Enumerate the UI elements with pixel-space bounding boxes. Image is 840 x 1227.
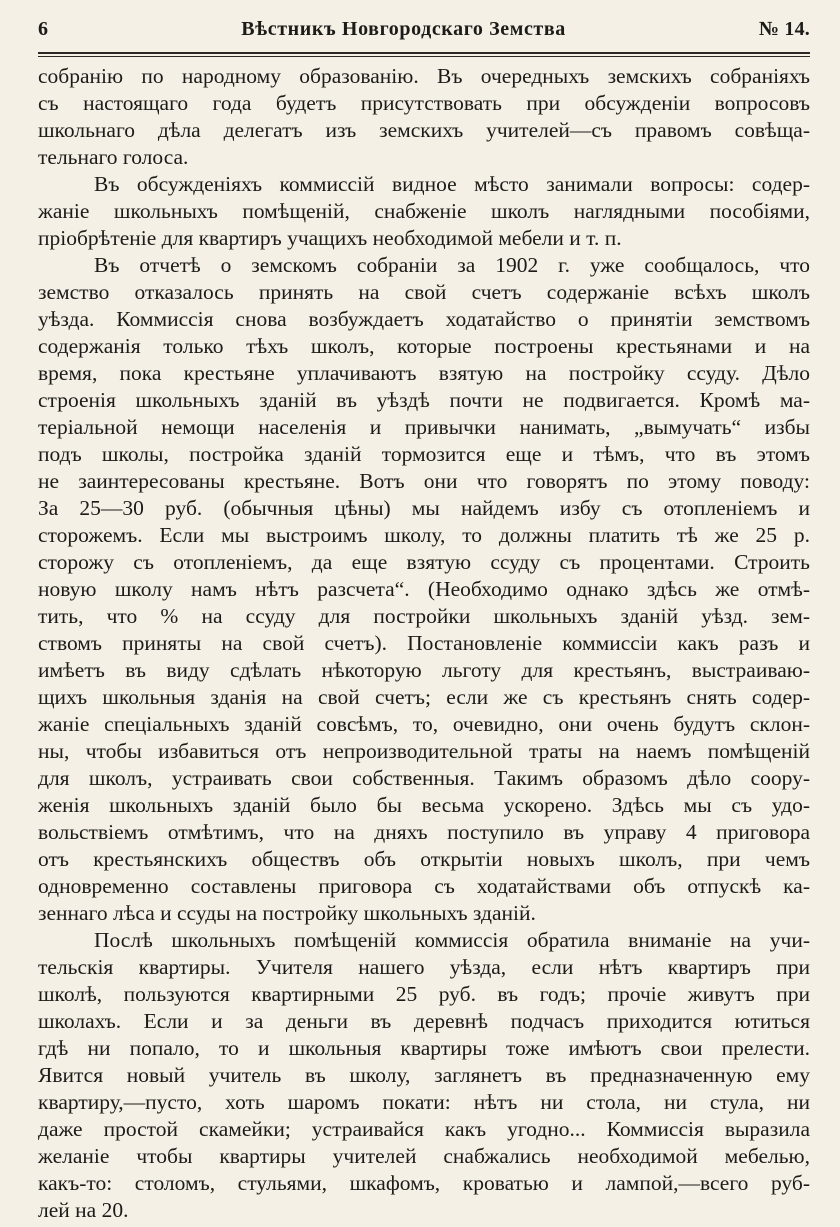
text-line: квартиру,—пусто, хоть шаромъ покати: нѣтъ ни стола, ни стула, ни bbox=[38, 1090, 810, 1114]
text-line: школахъ. Если и за деньги въ деревнѣ подчасъ приходится ютиться bbox=[38, 1009, 810, 1033]
text-line: школьнаго дѣла делегатъ изъ земскихъ учителей—съ правомъ совѣща- bbox=[38, 118, 810, 142]
text-line: тельскія квартиры. Учителя нашего уѣзда, если нѣтъ квартиръ при bbox=[38, 955, 810, 979]
text-line: Послѣ школьныхъ помѣщеній коммиссія обратила вниманіе на учи- bbox=[94, 928, 810, 952]
text-line: содержанія только тѣхъ школъ, которые построены крестьянами и на bbox=[38, 334, 810, 358]
text-line: отъ крестьянскихъ обществъ объ открытіи новыхъ школъ, при чемъ bbox=[38, 847, 810, 871]
text-line: школѣ, пользуются квартирными 25 руб. въ годъ; прочіе живутъ при bbox=[38, 982, 810, 1006]
text-line: жаніе спеціальныхъ зданій совсѣмъ, то, очевидно, они очень будутъ склон- bbox=[38, 712, 810, 736]
text-line: зеннаго лѣса и ссуды на постройку школьныхъ зданій. bbox=[38, 901, 536, 925]
text-line: вольствіемъ отмѣтимъ, что на дняхъ поступило въ управу 4 приговора bbox=[38, 820, 810, 844]
text-line: Въ отчетѣ о земскомъ собраніи за 1902 г. уже сообщалось, что bbox=[94, 253, 810, 277]
text-line: для школъ, устраивать свои собственныя. Такимъ образомъ дѣло соору- bbox=[38, 766, 810, 790]
running-header bbox=[38, 18, 810, 52]
text-line: пріобрѣтеніе для квартиръ учащихъ необходимой мебели и т. п. bbox=[38, 226, 622, 250]
text-line: новую школу намъ нѣтъ разсчета“. (Необходимо однако здѣсь же отмѣ- bbox=[38, 577, 810, 601]
text-line: щихъ школьныя зданія на свой счетъ; если же съ крестьянъ снять содер- bbox=[38, 685, 810, 709]
text-line: имѣетъ въ виду сдѣлать нѣкоторую льготу для крестьянъ, выстраиваю- bbox=[38, 658, 810, 682]
page-number: 6 bbox=[38, 18, 49, 40]
text-line: какъ-то: столомъ, стульями, шкафомъ, кроватью и лампой,—всего руб- bbox=[38, 1171, 810, 1195]
header-rule bbox=[38, 52, 810, 57]
text-line: уѣзда. Коммиссія снова возбуждаетъ ходатайство о принятіи земствомъ bbox=[38, 307, 810, 331]
text-line: строенія школьныхъ зданій въ уѣздѣ почти не подвигается. Кромѣ ма- bbox=[38, 388, 810, 412]
text-line: Въ обсужденіяхъ коммиссій видное мѣсто занимали вопросы: содер- bbox=[94, 172, 810, 196]
text-line: съ настоящаго года будетъ присутствовать при обсужденіи вопросовъ bbox=[38, 91, 810, 115]
text-line: одновременно составлены приговора съ ходатайствами объ отпускѣ ка- bbox=[38, 874, 810, 898]
text-line: земство отказалось принять на свой счетъ содержаніе всѣхъ школъ bbox=[38, 280, 810, 304]
text-line: сторожемъ. Если мы выстроимъ школу, то должны платить тѣ же 25 р. bbox=[38, 523, 810, 547]
text-line: гдѣ ни попало, то и школьныя квартиры тоже имѣютъ свои прелести. bbox=[38, 1036, 810, 1060]
text-line: время, пока крестьяне уплачиваютъ взятую на постройку ссуду. Дѣло bbox=[38, 361, 810, 385]
text-line: собранію по народному образованію. Въ очередныхъ земскихъ собраніяхъ bbox=[38, 64, 810, 88]
text-line: ны, чтобы избавиться отъ непроизводительной траты на наемъ помѣщеній bbox=[38, 739, 810, 763]
text-line: даже простой скамейки; устраивайся какъ угодно... Коммиссія выразила bbox=[38, 1117, 810, 1141]
text-line: сторожу съ отопленіемъ, да еще взятую ссуду съ процентами. Строить bbox=[38, 550, 810, 574]
journal-title: Вѣстникъ Новгородскаго Земства bbox=[241, 18, 566, 40]
text-line: За 25—30 руб. (обычныя цѣны) мы найдемъ избу съ отопленіемъ и bbox=[38, 496, 810, 520]
text-line: тельнаго голоса. bbox=[38, 145, 189, 169]
text-line: подъ школы, постройка зданій тормозится еще и тѣмъ, что въ этомъ bbox=[38, 442, 810, 466]
text-line: не заинтересованы крестьяне. Вотъ они что говорятъ по этому поводу: bbox=[38, 469, 810, 493]
text-line: женія школьныхъ зданій было бы весьма ускорено. Здѣсь мы съ удо- bbox=[38, 793, 810, 817]
text-line: тить, что % на ссуду для постройки школьныхъ зданій уѣзд. зем- bbox=[38, 604, 810, 628]
text-line: жаніе школьныхъ помѣщеній, снабженіе школъ наглядными пособіями, bbox=[38, 199, 810, 223]
text-line: теріальной немощи населенія и привычки нанимать, „вымучать“ избы bbox=[38, 415, 810, 439]
text-line: лей на 20. bbox=[38, 1198, 129, 1222]
issue-number: № 14. bbox=[758, 18, 810, 40]
text-line: ствомъ приняты на свой счетъ). Постановленіе коммиссіи какъ разъ и bbox=[38, 631, 810, 655]
text-line: желаніе чтобы квартиры учителей снабжались необходимой мебелью, bbox=[38, 1144, 810, 1168]
text-line: Явится новый учитель въ школу, заглянетъ въ предназначенную ему bbox=[38, 1063, 810, 1087]
body-text bbox=[38, 63, 810, 1224]
